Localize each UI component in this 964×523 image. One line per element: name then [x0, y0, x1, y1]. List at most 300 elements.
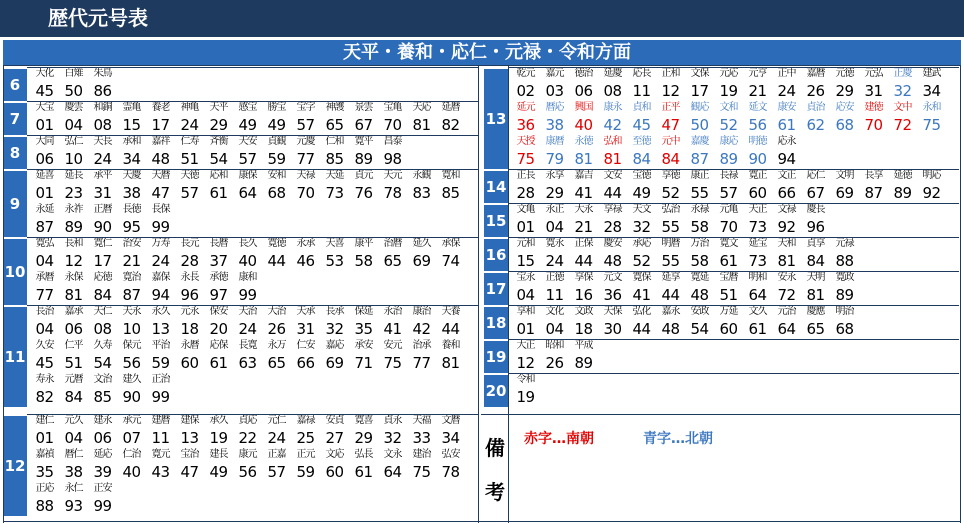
- era-year: 71: [354, 354, 373, 372]
- era-entry: [801, 305, 830, 339]
- era-year: 88: [35, 497, 54, 515]
- era-year: 04: [545, 320, 564, 338]
- era-year: 50: [64, 82, 83, 100]
- era-name: 寛永: [545, 238, 564, 249]
- era-name: 享和: [516, 306, 535, 317]
- era-year: 60: [325, 463, 344, 481]
- era-year: 27: [325, 429, 344, 447]
- legend-northern: 青字…北朝: [643, 431, 713, 447]
- era-year: 99: [238, 286, 257, 304]
- era-name: 弘和: [603, 136, 622, 147]
- era-name: 文暦: [441, 415, 460, 426]
- era-year: 08: [93, 320, 112, 338]
- era-name: 寛保: [632, 272, 651, 283]
- era-entry: [743, 237, 772, 271]
- era-year: 89: [835, 286, 854, 304]
- era-name: 元弘: [864, 68, 883, 79]
- era-entry: [407, 237, 436, 271]
- era-year: 31: [93, 184, 112, 202]
- era-entry: [117, 271, 146, 305]
- era-name: 暦仁: [64, 449, 83, 460]
- era-year: 75: [383, 354, 402, 372]
- era-year: 24: [545, 252, 564, 270]
- era-name: 嘉永: [661, 306, 680, 317]
- era-year: 99: [151, 218, 170, 236]
- era-year: 21: [574, 218, 593, 236]
- era-name: 暦応: [545, 102, 564, 113]
- era-year: 24: [777, 82, 796, 100]
- era-year: 07: [122, 429, 141, 447]
- era-entry: [349, 414, 378, 448]
- era-year: 45: [35, 354, 54, 372]
- era-year: 12: [516, 354, 535, 372]
- era-name: 康治: [412, 306, 431, 317]
- era-year: 85: [441, 184, 460, 202]
- era-name: 嘉承: [64, 306, 83, 317]
- era-entry: [30, 101, 59, 135]
- era-year: 11: [151, 429, 170, 447]
- era-name: 神亀: [180, 102, 199, 113]
- era-year: 65: [267, 354, 286, 372]
- era-year: 70: [864, 116, 883, 134]
- era-year: 57: [296, 116, 315, 134]
- era-year: 24: [238, 320, 257, 338]
- era-entry: [598, 67, 627, 101]
- era-year: 18: [180, 320, 199, 338]
- era-name: 天暦: [151, 170, 170, 181]
- era-entry: [714, 305, 743, 339]
- era-name: 承和: [122, 136, 141, 147]
- era-entry: [743, 203, 772, 237]
- era-entry: [59, 101, 88, 135]
- era-year: 29: [545, 184, 564, 202]
- era-year: 40: [574, 116, 593, 134]
- era-year: 41: [632, 286, 651, 304]
- era-entry: [511, 237, 540, 271]
- era-entry: [262, 169, 291, 203]
- era-entry: [233, 339, 262, 373]
- era-entry: [233, 305, 262, 339]
- era-entry: [117, 339, 146, 373]
- era-name: 弘長: [354, 449, 373, 460]
- century-number: 15: [484, 203, 508, 237]
- era-name: 保安: [209, 306, 228, 317]
- era-name: 延暦: [441, 102, 460, 113]
- era-year: 32: [383, 429, 402, 447]
- era-year: 84: [93, 286, 112, 304]
- era-entry: [859, 101, 888, 135]
- era-year: 48: [661, 320, 680, 338]
- era-name: 和銅: [93, 102, 112, 113]
- era-year: 56: [748, 116, 767, 134]
- era-year: 02: [516, 82, 535, 100]
- era-entry: [627, 169, 656, 203]
- era-entry: [262, 448, 291, 482]
- century-number: 18: [484, 305, 508, 339]
- era-year: 67: [354, 116, 373, 134]
- era-entry: [714, 101, 743, 135]
- era-name: 永暦: [180, 340, 199, 351]
- era-entry: [511, 271, 540, 305]
- era-year: 90: [748, 150, 767, 168]
- era-entry: [436, 169, 465, 203]
- era-year: 06: [35, 150, 54, 168]
- era-name: 嘉保: [151, 272, 170, 283]
- era-name: 永正: [545, 204, 564, 215]
- era-year: 58: [690, 252, 709, 270]
- era-year: 08: [93, 116, 112, 134]
- era-name: 応長: [632, 68, 651, 79]
- era-entry: [233, 271, 262, 305]
- era-name: 承徳: [209, 272, 228, 283]
- era-entry: [349, 101, 378, 135]
- era-entry: [627, 203, 656, 237]
- era-name: 弘仁: [64, 136, 83, 147]
- era-year: 35: [354, 320, 373, 338]
- era-entry: [291, 169, 320, 203]
- era-entry: [88, 414, 117, 448]
- era-entry: [627, 237, 656, 271]
- era-year: 98: [383, 150, 402, 168]
- era-year: 89: [574, 354, 593, 372]
- era-entry: [743, 169, 772, 203]
- era-entry: [59, 203, 88, 237]
- era-year: 81: [777, 252, 796, 270]
- era-name: 寿永: [35, 374, 54, 385]
- era-entry: [175, 414, 204, 448]
- century-number: 9: [3, 169, 27, 237]
- era-name: 永仁: [64, 483, 83, 494]
- era-name: 天平: [209, 102, 228, 113]
- era-entry: [59, 373, 88, 407]
- era-year: 06: [574, 82, 593, 100]
- era-entry: [146, 448, 175, 482]
- era-name: 建久: [122, 374, 141, 385]
- era-name: 文政: [574, 306, 593, 317]
- era-year: 38: [64, 463, 83, 481]
- era-name: 建保: [180, 415, 199, 426]
- row-border: [27, 135, 478, 136]
- era-entry: [88, 373, 117, 407]
- era-name: 宝永: [516, 272, 535, 283]
- era-name: 大正: [516, 340, 535, 351]
- era-name: 文中: [893, 102, 912, 113]
- era-entry: [233, 448, 262, 482]
- era-name: 康暦: [545, 136, 564, 147]
- era-name: 斉衡: [209, 136, 228, 147]
- era-name: 正治: [151, 374, 170, 385]
- era-year: 04: [545, 218, 564, 236]
- era-name: 明治: [835, 306, 854, 317]
- era-name: 建長: [209, 449, 228, 460]
- era-entry: [685, 169, 714, 203]
- era-name: 正徳: [545, 272, 564, 283]
- era-name: 永万: [267, 340, 286, 351]
- era-name: 康正: [690, 170, 709, 181]
- era-year: 28: [516, 184, 535, 202]
- era-name: 大同: [35, 136, 54, 147]
- era-name: 嘉禎: [35, 449, 54, 460]
- era-name: 平成: [574, 340, 593, 351]
- era-name: 嘉禄: [296, 415, 315, 426]
- era-entry: [511, 101, 540, 135]
- era-name: 天仁: [93, 306, 112, 317]
- era-name: 観応: [690, 102, 709, 113]
- era-year: 64: [748, 286, 767, 304]
- era-entry: [511, 169, 540, 203]
- era-year: 21: [122, 252, 141, 270]
- era-entry: [859, 169, 888, 203]
- era-name: 保元: [122, 340, 141, 351]
- era-name: 延久: [412, 238, 431, 249]
- century-number: 6: [3, 67, 27, 101]
- era-year: 49: [238, 116, 257, 134]
- era-name: 正保: [574, 238, 593, 249]
- era-name: 文禄: [777, 204, 796, 215]
- era-name: 大永: [574, 204, 593, 215]
- era-entry: [801, 67, 830, 101]
- era-name: 元文: [603, 272, 622, 283]
- era-entry: [59, 339, 88, 373]
- era-entry: [59, 237, 88, 271]
- era-year: 93: [64, 497, 83, 515]
- century-number: 12: [3, 414, 27, 516]
- era-name: 応徳: [93, 272, 112, 283]
- era-entry: [59, 271, 88, 305]
- era-year: 52: [661, 184, 680, 202]
- era-entry: [569, 305, 598, 339]
- era-entry: [262, 339, 291, 373]
- era-year: 36: [603, 286, 622, 304]
- frame-line: [3, 521, 961, 522]
- era-entry: [30, 414, 59, 448]
- era-entry: [30, 339, 59, 373]
- era-entry: [320, 305, 349, 339]
- era-entry: [30, 67, 59, 101]
- era-name: 康永: [603, 102, 622, 113]
- era-name: 大化: [35, 68, 54, 79]
- era-name: 天禄: [296, 170, 315, 181]
- era-year: 57: [267, 463, 286, 481]
- era-name: 元永: [180, 306, 199, 317]
- era-year: 06: [64, 320, 83, 338]
- era-name: 元禄: [835, 238, 854, 249]
- row-border: [27, 414, 478, 415]
- era-year: 52: [632, 252, 651, 270]
- era-year: 87: [864, 184, 883, 202]
- era-name: 文保: [690, 68, 709, 79]
- era-entry: [88, 271, 117, 305]
- era-year: 13: [180, 429, 199, 447]
- era-year: 48: [603, 252, 622, 270]
- era-year: 54: [93, 354, 112, 372]
- era-year: 26: [806, 82, 825, 100]
- era-name: 仁平: [64, 340, 83, 351]
- era-entry: [772, 271, 801, 305]
- era-year: 26: [267, 320, 286, 338]
- era-year: 70: [383, 116, 402, 134]
- era-year: 64: [777, 320, 796, 338]
- era-entry: [656, 101, 685, 135]
- era-entry: [320, 169, 349, 203]
- era-year: 88: [835, 252, 854, 270]
- era-name: 徳治: [574, 68, 593, 79]
- era-year: 53: [325, 252, 344, 270]
- era-name: 延長: [64, 170, 83, 181]
- era-year: 16: [574, 286, 593, 304]
- era-entry: [627, 101, 656, 135]
- era-entry: [801, 101, 830, 135]
- row-border: [508, 169, 959, 170]
- era-name: 安貞: [325, 415, 344, 426]
- era-year: 92: [922, 184, 941, 202]
- era-entry: [233, 135, 262, 169]
- era-entry: [146, 169, 175, 203]
- era-entry: [59, 482, 88, 516]
- era-year: 44: [603, 184, 622, 202]
- row-border: [508, 67, 959, 68]
- era-entry: [917, 67, 946, 101]
- era-name: 明暦: [661, 238, 680, 249]
- era-year: 33: [412, 429, 431, 447]
- era-name: 宝治: [180, 449, 199, 460]
- era-name: 長徳: [122, 204, 141, 215]
- era-name: 長寛: [238, 340, 257, 351]
- era-year: 82: [35, 388, 54, 406]
- era-year: 59: [296, 463, 315, 481]
- era-entry: [598, 305, 627, 339]
- era-year: 74: [441, 252, 460, 270]
- era-name: 景雲: [354, 102, 373, 113]
- era-year: 69: [325, 354, 344, 372]
- frame-line: [478, 65, 479, 523]
- era-name: 元仁: [267, 415, 286, 426]
- era-entry: [146, 271, 175, 305]
- era-entry: [436, 339, 465, 373]
- era-name: 天元: [383, 170, 402, 181]
- era-entry: [88, 135, 117, 169]
- century-number: 17: [484, 271, 508, 305]
- era-year: 84: [806, 252, 825, 270]
- era-year: 81: [412, 116, 431, 134]
- era-entry: [743, 101, 772, 135]
- era-year: 75: [922, 116, 941, 134]
- era-year: 01: [516, 218, 535, 236]
- era-name: 慶雲: [64, 102, 83, 113]
- era-name: 天応: [412, 102, 431, 113]
- era-entry: [569, 237, 598, 271]
- era-year: 96: [180, 286, 199, 304]
- era-year: 04: [64, 116, 83, 134]
- era-year: 73: [748, 218, 767, 236]
- era-entry: [204, 169, 233, 203]
- era-year: 87: [690, 150, 709, 168]
- era-year: 31: [864, 82, 883, 100]
- era-year: 44: [267, 252, 286, 270]
- era-year: 29: [354, 429, 373, 447]
- era-year: 12: [64, 252, 83, 270]
- era-year: 28: [180, 252, 199, 270]
- era-entry: [714, 67, 743, 101]
- era-name: 長暦: [209, 238, 228, 249]
- era-name: 久寿: [93, 340, 112, 351]
- era-name: 仁安: [296, 340, 315, 351]
- era-name: 建武: [922, 68, 941, 79]
- era-year: 89: [719, 150, 738, 168]
- era-name: 文正: [777, 170, 796, 181]
- era-entry: [540, 135, 569, 169]
- era-name: 天承: [296, 306, 315, 317]
- era-year: 75: [516, 150, 535, 168]
- era-entry: [175, 101, 204, 135]
- era-year: 59: [267, 150, 286, 168]
- era-entry: [511, 67, 540, 101]
- era-year: 51: [64, 354, 83, 372]
- era-entry: [88, 339, 117, 373]
- era-entry: [656, 135, 685, 169]
- era-year: 38: [545, 116, 564, 134]
- era-year: 58: [354, 252, 373, 270]
- era-year: 34: [441, 429, 460, 447]
- row-border: [27, 101, 478, 102]
- era-entry: [569, 339, 598, 373]
- subtitle-bar: [3, 40, 961, 65]
- era-year: 42: [412, 320, 431, 338]
- era-entry: [569, 67, 598, 101]
- era-entry: [88, 305, 117, 339]
- era-year: 81: [603, 150, 622, 168]
- era-year: 24: [93, 150, 112, 168]
- era-entry: [830, 101, 859, 135]
- era-name: 至徳: [632, 136, 651, 147]
- row-border: [508, 237, 959, 238]
- era-year: 92: [777, 218, 796, 236]
- era-name: 寛延: [690, 272, 709, 283]
- era-name: 寛元: [151, 449, 170, 460]
- era-entry: [656, 305, 685, 339]
- era-name: 正暦: [93, 204, 112, 215]
- century-number: 11: [3, 305, 27, 407]
- era-year: 03: [545, 82, 564, 100]
- era-year: 68: [267, 184, 286, 202]
- era-year: 81: [574, 150, 593, 168]
- era-name: 長承: [325, 306, 344, 317]
- era-name: 勝宝: [267, 102, 286, 113]
- era-year: 55: [661, 218, 680, 236]
- era-entry: [569, 203, 598, 237]
- era-entry: [117, 414, 146, 448]
- era-entry: [801, 271, 830, 305]
- era-entry: [743, 271, 772, 305]
- era-entry: [291, 135, 320, 169]
- era-entry: [175, 271, 204, 305]
- era-name: 天慶: [122, 170, 141, 181]
- era-name: 天永: [122, 306, 141, 317]
- era-entry: [88, 203, 117, 237]
- era-entry: [146, 101, 175, 135]
- era-entry: [88, 169, 117, 203]
- era-name: 享禄: [603, 204, 622, 215]
- era-entry: [569, 135, 598, 169]
- era-name: 仁和: [325, 136, 344, 147]
- era-name: 寛正: [748, 170, 767, 181]
- era-name: 延宝: [748, 238, 767, 249]
- era-year: 25: [296, 429, 315, 447]
- page-title: 歴代元号表: [0, 0, 964, 37]
- era-name: 大治: [267, 306, 286, 317]
- subtitle: 天平・養和・応仁・元禄・令和方面: [343, 42, 631, 63]
- century-number: 19: [484, 339, 508, 373]
